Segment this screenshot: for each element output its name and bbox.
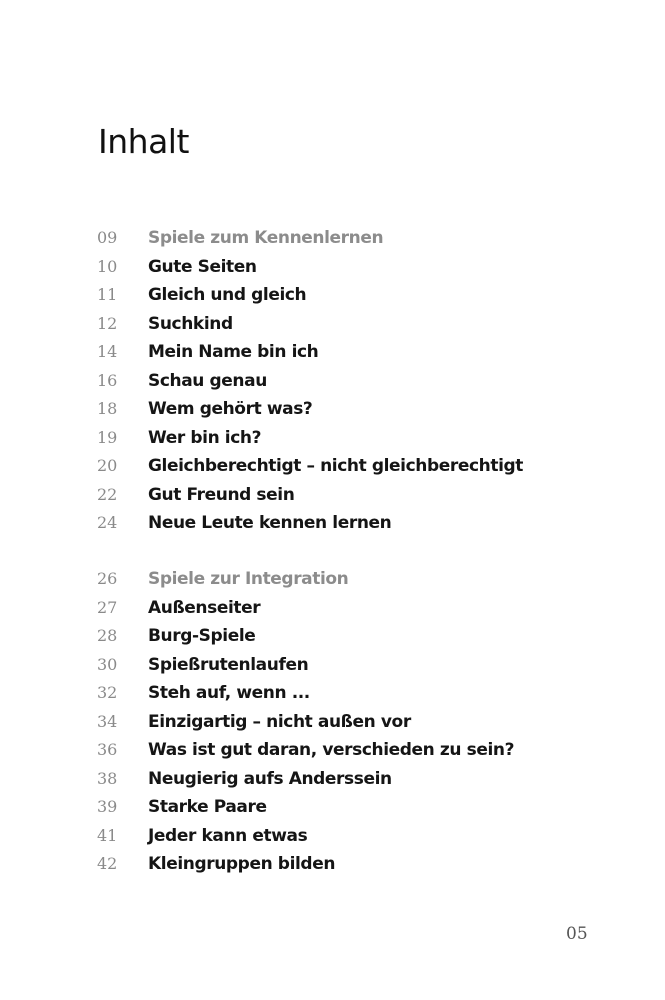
- toc-page-number: 34: [97, 712, 118, 731]
- toc-entry[interactable]: [0, 680, 665, 706]
- toc-section-heading[interactable]: [0, 566, 665, 592]
- toc-entry[interactable]: [0, 396, 665, 422]
- toc-entry[interactable]: [0, 453, 665, 479]
- toc-page-number: 22: [97, 485, 118, 504]
- toc-page-number: 38: [97, 769, 118, 788]
- toc-page-number: 41: [97, 826, 118, 845]
- toc-entry-label: Neugierig aufs Anderssein: [148, 769, 392, 789]
- toc-section-heading[interactable]: [0, 225, 665, 251]
- toc-page-number: 11: [97, 285, 118, 304]
- toc-entry[interactable]: [0, 482, 665, 508]
- toc-page-number: 42: [97, 854, 118, 873]
- toc-entry[interactable]: [0, 737, 665, 763]
- toc-entry-label: Gleich und gleich: [148, 285, 307, 305]
- toc-entry[interactable]: [0, 709, 665, 735]
- toc-entry[interactable]: [0, 595, 665, 621]
- toc-entry[interactable]: [0, 282, 665, 308]
- toc-entry[interactable]: [0, 623, 665, 649]
- toc-entry-label: Einzigartig – nicht außen vor: [148, 712, 411, 732]
- toc-page-number: 10: [97, 257, 118, 276]
- toc-page-number: 28: [97, 626, 118, 645]
- toc-page-number: 19: [97, 428, 118, 447]
- toc-entry[interactable]: [0, 339, 665, 365]
- toc-page-number: 20: [97, 456, 118, 475]
- toc-page-number: 27: [97, 598, 118, 617]
- toc-entry-label: Gute Seiten: [148, 257, 257, 277]
- toc-section-title: Spiele zum Kennenlernen: [148, 228, 384, 248]
- toc-page-number: 12: [97, 314, 118, 333]
- toc-entry[interactable]: [0, 652, 665, 678]
- toc-entry[interactable]: [0, 425, 665, 451]
- toc-entry-label: Außenseiter: [148, 598, 261, 618]
- toc-entry[interactable]: [0, 851, 665, 877]
- toc-entry-label: Mein Name bin ich: [148, 342, 319, 362]
- toc-page-number: 14: [97, 342, 118, 361]
- toc-entry-label: Suchkind: [148, 314, 233, 334]
- toc-entry[interactable]: [0, 510, 665, 536]
- page-title: Inhalt: [98, 122, 189, 161]
- toc-entry-label: Spießrutenlaufen: [148, 655, 309, 675]
- toc-page-number: 39: [97, 797, 118, 816]
- toc-page-number: 18: [97, 399, 118, 418]
- toc-section-title: Spiele zur Integration: [148, 569, 349, 589]
- toc-entry[interactable]: [0, 368, 665, 394]
- toc-page-number: 32: [97, 683, 118, 702]
- toc-page-number: 26: [97, 569, 118, 588]
- toc-entry[interactable]: [0, 823, 665, 849]
- toc-entry-label: Wer bin ich?: [148, 428, 262, 448]
- toc-entry-label: Starke Paare: [148, 797, 267, 817]
- toc-page-number: 09: [97, 228, 118, 247]
- toc-entry-label: Schau genau: [148, 371, 267, 391]
- toc-entry[interactable]: [0, 311, 665, 337]
- toc-entry-label: Steh auf, wenn ...: [148, 683, 310, 703]
- toc-entry-label: Kleingruppen bilden: [148, 854, 336, 874]
- toc-entry[interactable]: [0, 254, 665, 280]
- toc-entry[interactable]: [0, 766, 665, 792]
- toc-entry-label: Jeder kann etwas: [148, 826, 308, 846]
- toc-page-number: 30: [97, 655, 118, 674]
- toc-entry-label: Was ist gut daran, verschieden zu sein?: [148, 740, 515, 760]
- toc-page-number: 16: [97, 371, 118, 390]
- toc-page-number: 36: [97, 740, 118, 759]
- toc-entry-label: Burg-Spiele: [148, 626, 256, 646]
- page-number: 05: [566, 924, 588, 944]
- toc-entry-label: Gut Freund sein: [148, 485, 295, 505]
- toc-entry-label: Gleichberechtigt – nicht gleichberechtigt: [148, 456, 524, 476]
- toc-entry[interactable]: [0, 794, 665, 820]
- toc-entry-label: Neue Leute kennen lernen: [148, 513, 392, 533]
- toc-entry-label: Wem gehört was?: [148, 399, 313, 419]
- toc-page-number: 24: [97, 513, 118, 532]
